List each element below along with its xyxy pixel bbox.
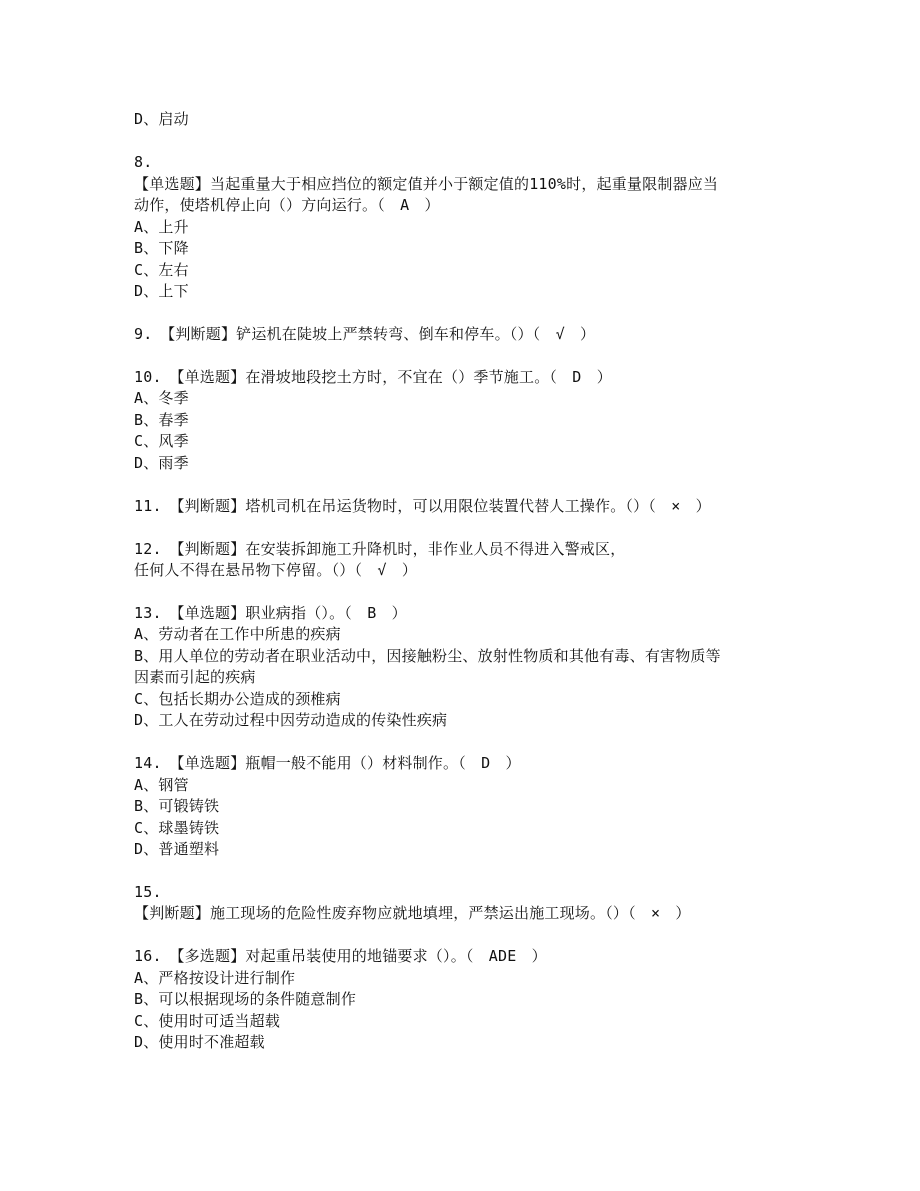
q10-option-d: D、雨季 (134, 454, 189, 472)
q16-option-d: D、使用时不准超载 (134, 1033, 265, 1051)
q13-stem: 13. 【单选题】职业病指（）。（ B ） (134, 604, 407, 622)
q13-option-b-line2: 因素而引起的疾病 (134, 668, 256, 686)
q15-stem: 【判断题】施工现场的危险性废弃物应就地填埋，严禁运出施工现场。（）（ × ） (134, 904, 691, 922)
q13-option-c: C、包括长期办公造成的颈椎病 (134, 690, 341, 708)
q13-option-b-line1: B、用人单位的劳动者在职业活动中，因接触粉尘、放射性物质和其他有毒、有害物质等 (134, 647, 721, 665)
q9-stem: 9. 【判断题】铲运机在陡坡上严禁转弯、倒车和停车。（）（ √ ） (134, 325, 596, 343)
q14-stem: 14. 【单选题】瓶帽一般不能用（）材料制作。（ D ） (134, 754, 521, 772)
q8-stem-line1: 【单选题】当起重量大于相应挡位的额定值并小于额定值的110%时，起重量限制器应当 (134, 175, 719, 193)
q14-option-b: B、可锻铸铁 (134, 797, 220, 815)
q8-option-b: B、下降 (134, 239, 189, 257)
q8-option-c: C、左右 (134, 261, 189, 279)
q8-stem-line2: 动作，使塔机停止向（）方向运行。（ A ） (134, 196, 440, 214)
q16-option-b: B、可以根据现场的条件随意制作 (134, 990, 357, 1008)
q7-option-d: D、启动 (134, 110, 189, 128)
q12-stem-line2: 任何人不得在悬吊物下停留。（）（ √ ） (134, 561, 418, 579)
q16-option-a: A、严格按设计进行制作 (134, 969, 296, 987)
q13-option-a: A、劳动者在工作中所患的疾病 (134, 625, 341, 643)
q14-option-d: D、普通塑料 (134, 840, 220, 858)
q10-option-c: C、风季 (134, 432, 189, 450)
q10-option-b: B、春季 (134, 411, 189, 429)
q15-number: 15. (134, 883, 162, 901)
q10-stem: 10. 【单选题】在滑坡地段挖土方时，不宜在（）季节施工。（ D ） (134, 368, 612, 386)
q8-number: 8. (134, 153, 153, 171)
q8-option-d: D、上下 (134, 282, 189, 300)
q16-stem: 16. 【多选题】对起重吊装使用的地锚要求（）。（ ADE ） (134, 947, 547, 965)
q8-option-a: A、上升 (134, 218, 189, 236)
q13-option-d: D、工人在劳动过程中因劳动造成的传染性疾病 (134, 711, 448, 729)
q14-option-c: C、球墨铸铁 (134, 819, 220, 837)
q14-option-a: A、钢管 (134, 776, 189, 794)
q10-option-a: A、冬季 (134, 389, 189, 407)
q12-stem-line1: 12. 【判断题】在安装拆卸施工升降机时，非作业人员不得进入警戒区， (134, 540, 626, 558)
q16-option-c: C、使用时可适当超载 (134, 1012, 281, 1030)
q11-stem: 11. 【判断题】塔机司机在吊运货物时，可以用限位装置代替人工操作。（）（ × ） (134, 497, 711, 515)
